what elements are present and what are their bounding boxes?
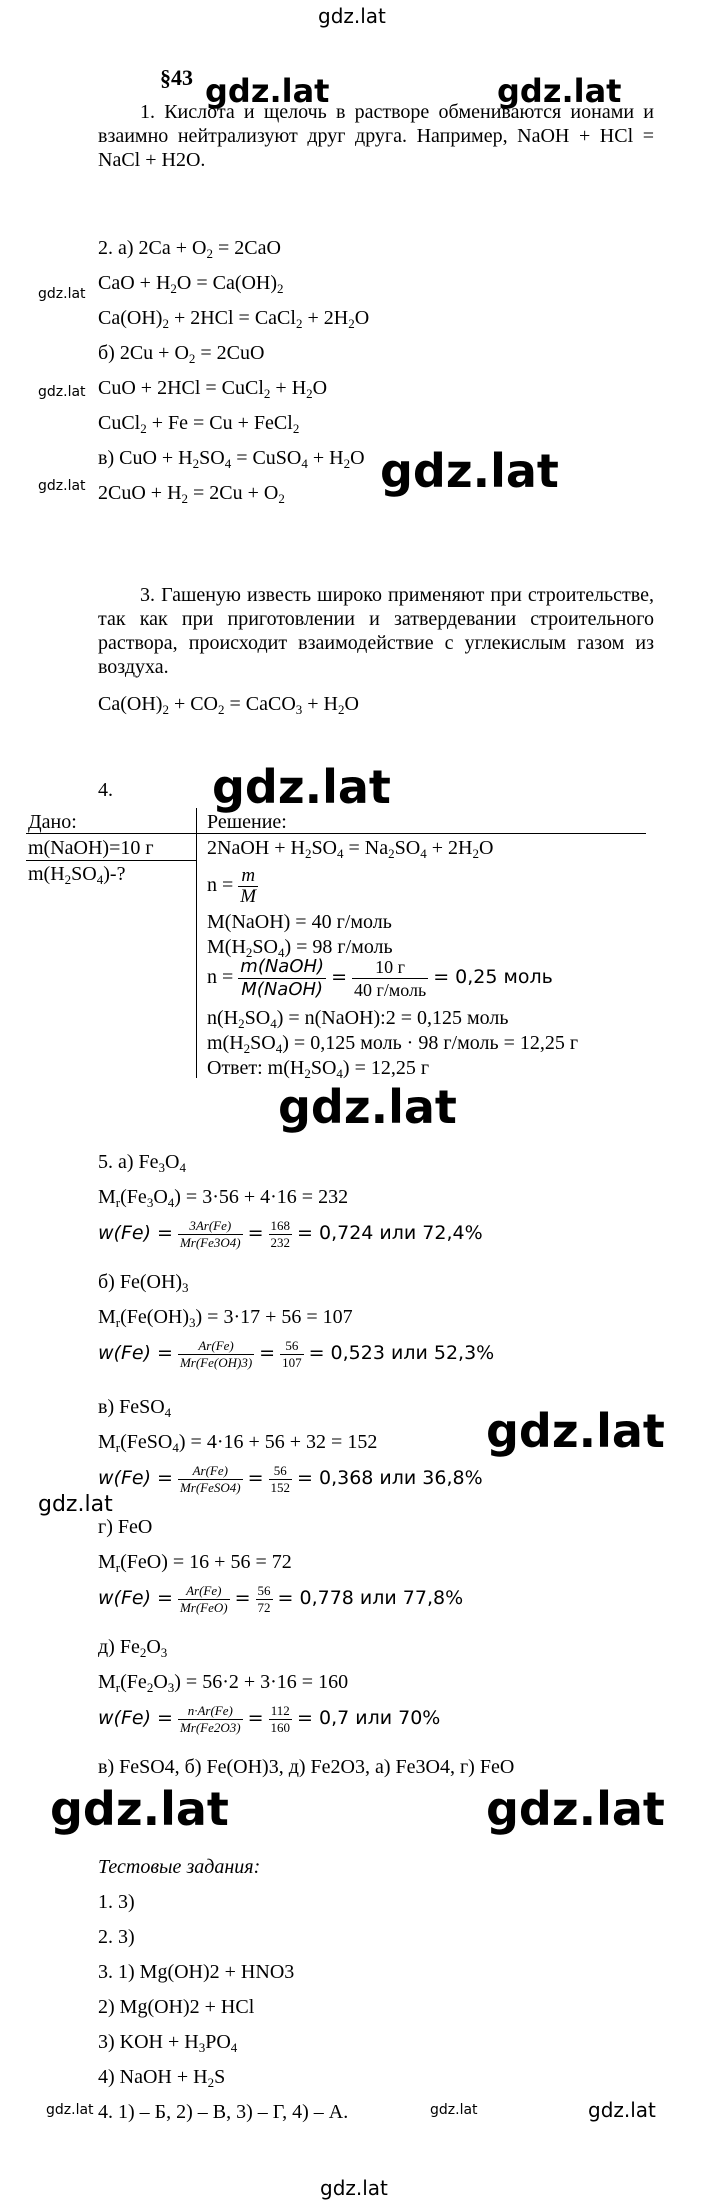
- q5-c-formula: w(Fe) = $\frac{Ar(Fe)}{\text{Mr(FeSO4)}}$ = $\frac{56}{152}$ = 0,368 или 36,8%: [98, 1463, 483, 1495]
- watermark: gdz.lat: [486, 1404, 665, 1458]
- table-divider: [26, 833, 646, 834]
- footer-watermark: gdz.lat: [320, 2176, 388, 2200]
- given-label: Дано:: [28, 811, 77, 833]
- watermark: gdz.lat: [380, 444, 559, 498]
- q5-c-label: в) FeSO$_4$: [98, 1396, 172, 1420]
- q4-equation: 2NaOH + $H_2SO_4 = Na_2SO_4 + 2H_2O$: [207, 837, 494, 861]
- watermark: gdz.lat: [497, 72, 622, 110]
- q2-line-b: б) $2Cu + O_2 = 2CuO$: [98, 342, 265, 366]
- watermark: gdz.lat: [50, 1782, 229, 1836]
- n-formula: n = $\frac{m}{M}$: [207, 865, 257, 907]
- q2-line-c: в) CuO + $H_2SO_4$ = CuSO$_4$ + $H_2O$: [98, 447, 365, 471]
- q5-e-label: д) $Fe_2O_3$: [98, 1636, 168, 1660]
- q5-b-mr: $M_r(Fe(OH)_3) = 3\cdot 17 + 56 = 107$: [98, 1306, 353, 1330]
- q4-number: 4.: [98, 779, 113, 801]
- watermark: gdz.lat: [430, 2102, 478, 2118]
- test-3-3: 3) KOH + $H_3PO_4$: [98, 2031, 238, 2055]
- given-divider: [26, 860, 196, 861]
- test-1: 1. 3): [98, 1891, 135, 1913]
- question-1-text: 1. Кислота и щелочь в растворе обмениваются ионами и взаимно нейтрализуют друг друга. Например, NaOH + HCl = NaCl + H2O.: [98, 101, 654, 171]
- test-4: 4. 1) – Б, 2) – В, 3) – Г, 4) – А.: [98, 2101, 349, 2123]
- test-3-2: 2) Mg(OH)2 + HCl: [98, 1996, 255, 2018]
- q5-d-mr: $M_r(FeO) = 16 + 56 = 72$: [98, 1551, 292, 1575]
- n-relation: $n(H_2SO_4)$ = n(NaOH):2 = 0,125 моль: [207, 1007, 509, 1031]
- q5-a-label: 5. а) $Fe_3O_4$: [98, 1151, 186, 1175]
- table-vertical-line: [196, 808, 197, 1078]
- watermark: gdz.lat: [588, 2098, 656, 2122]
- q5-a-formula: w(Fe) = $\frac{3Ar(Fe)}{Mr(Fe3O4)}$ = $\frac{168}{232}$ = 0,724 или 72,4%: [98, 1218, 483, 1250]
- watermark: gdz.lat: [38, 478, 86, 494]
- q2-line-8: $2CuO + H_2 = 2Cu + O_2$: [98, 482, 285, 506]
- q5-e-mr: $M_r(Fe_2O_3) = 56\cdot 2 + 3\cdot 16 = 160$: [98, 1671, 349, 1695]
- watermark: gdz.lat: [205, 72, 330, 110]
- q5-order: в) FeSO4, б) Fe(OH)3, д) Fe2O3, а) Fe3O4, г) FeO: [98, 1756, 515, 1778]
- q2-line-a: 2. а) $2Ca + O_2 = 2CaO$: [98, 237, 281, 261]
- q2-line-3: $Ca(OH)_2 + 2HCl$ = CaCl$_2$ + $2H_2O$: [98, 307, 370, 331]
- watermark: gdz.lat: [486, 1782, 665, 1836]
- header-watermark: gdz.lat: [318, 4, 386, 28]
- test-3-4: 4) NaOH + $H_2S$: [98, 2066, 226, 2090]
- q2-line-2: CaO + $H_2O = Ca(OH)_2$: [98, 272, 284, 296]
- q5-a-mr: $M_r(Fe_3O_4) = 3\cdot 56 + 4\cdot 16 = 232$: [98, 1186, 349, 1210]
- question-3-text: 3. Гашеную известь широко применяют при строительстве, так как при приготовлении и затвердевании строительного раствора, происходит взаимодействие с углекислым газом из воздуха.: [98, 584, 654, 678]
- solution-label: Решение:: [207, 811, 287, 833]
- watermark: gdz.lat: [46, 2102, 94, 2118]
- watermark: gdz.lat: [212, 760, 391, 814]
- q2-line-6: CuCl$_2$ + Fe = Cu + FeCl$_2$: [98, 412, 300, 436]
- q5-b-formula: w(Fe) = $\frac{Ar(Fe)}{Mr(Fe(OH)3)}$ = $\frac{56}{107}$ = 0,523 или 52,3%: [98, 1338, 495, 1370]
- watermark: gdz.lat: [38, 286, 86, 302]
- test-3-1: 3. 1) Mg(OH)2 + HNO3: [98, 1961, 295, 1983]
- q3-equation: $Ca(OH)_2 + CO_2$ = CaCO$_3$ + $H_2O$: [98, 693, 359, 717]
- q5-b-label: б) $Fe(OH)_3$: [98, 1271, 189, 1295]
- tests-heading: Тестовые задания:: [98, 1856, 261, 1878]
- q5-e-formula: w(Fe) = $\frac{n\cdot Ar(Fe)}{Mr(Fe2O3)}$ = $\frac{112}{160}$ = 0,7 или 70%: [98, 1703, 441, 1735]
- watermark: gdz.lat: [38, 1492, 113, 1517]
- molar-mass-naoh: M(NaOH) = 40 г/моль: [207, 911, 392, 933]
- q5-d-formula: w(Fe) = $\frac{Ar(Fe)}{\text{Mr(FeO)}}$ = $\frac{56}{72}$ = 0,778 или 77,8%: [98, 1583, 464, 1615]
- q5-c-mr: $M_r(FeSO_4) = 4\cdot 16 + 56 + 32 = 152$: [98, 1431, 378, 1455]
- watermark: gdz.lat: [278, 1080, 457, 1134]
- watermark: gdz.lat: [38, 384, 86, 400]
- paragraph-sign: §43: [160, 65, 193, 90]
- q2-line-5: CuO + 2HCl = CuCl$_2$ + $H_2O$: [98, 377, 328, 401]
- q4-answer: Ответ: $m(H_2SO_4) = 12,25$ г: [207, 1057, 430, 1081]
- given-2: $m(H_2SO_4)-$?: [28, 863, 126, 887]
- given-1: m(NaOH)=10 г: [28, 837, 154, 859]
- n-calculation: n = $\frac{\text{m(NaOH)}}{\text{M(NaOH)}}$ = $\frac{10 г}{\text{40 г/моль}}$ = 0,25 моль: [207, 956, 553, 1000]
- test-2: 2. 3): [98, 1926, 135, 1948]
- molar-mass-h2so4: $M(H_2SO_4) = 98$ г/моль: [207, 936, 393, 960]
- mass-result: $m(H_2SO_4) = 0,125$ моль · 98 г/моль = 12,25 г: [207, 1032, 579, 1056]
- q5-d-label: г) FeO: [98, 1516, 153, 1538]
